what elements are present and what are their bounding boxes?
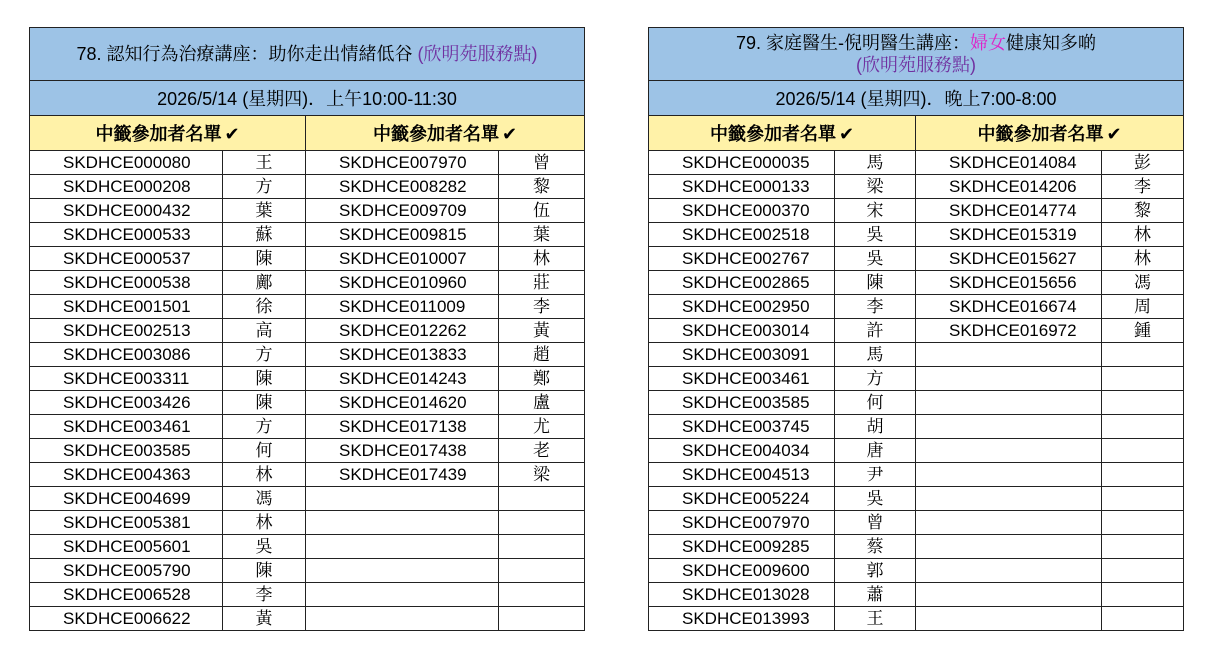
participant-surname: 吳 xyxy=(835,223,916,247)
table-row xyxy=(30,343,585,367)
participant-code: SKDHCE007970 xyxy=(306,151,499,175)
participant-surname: 何 xyxy=(223,439,306,463)
table-row xyxy=(649,247,1184,271)
participant-surname xyxy=(499,559,585,583)
participant-surname: 彭 xyxy=(1102,151,1184,175)
participant-code xyxy=(916,607,1102,631)
participant-surname: 胡 xyxy=(835,415,916,439)
participant-surname: 方 xyxy=(223,175,306,199)
participant-surname: 盧 xyxy=(499,391,585,415)
lecture-78-table xyxy=(29,27,585,631)
participant-code: SKDHCE016972 xyxy=(916,319,1102,343)
participant-surname: 黎 xyxy=(499,175,585,199)
participant-code: SKDHCE003461 xyxy=(30,415,223,439)
table-row xyxy=(30,607,585,631)
participant-code: SKDHCE017439 xyxy=(306,463,499,487)
participant-code: SKDHCE000537 xyxy=(30,247,223,271)
participant-code: SKDHCE004363 xyxy=(30,463,223,487)
participant-surname: 蘇 xyxy=(223,223,306,247)
table-row xyxy=(30,175,585,199)
participant-code: SKDHCE010007 xyxy=(306,247,499,271)
participant-surname: 梁 xyxy=(835,175,916,199)
participant-code: SKDHCE000432 xyxy=(30,199,223,223)
participant-code: SKDHCE009815 xyxy=(306,223,499,247)
participant-surname: 高 xyxy=(223,319,306,343)
participant-code xyxy=(916,367,1102,391)
participant-code: SKDHCE002865 xyxy=(649,271,835,295)
participant-code xyxy=(916,511,1102,535)
participant-surname: 李 xyxy=(223,583,306,607)
participant-surname: 林 xyxy=(223,511,306,535)
participant-surname: 唐 xyxy=(835,439,916,463)
participant-surname xyxy=(499,487,585,511)
participant-code xyxy=(916,343,1102,367)
table-row xyxy=(30,583,585,607)
participant-surname: 王 xyxy=(835,607,916,631)
participant-code: SKDHCE004699 xyxy=(30,487,223,511)
table-row xyxy=(649,367,1184,391)
lecture-78-participant-rows xyxy=(30,151,585,631)
participant-code: SKDHCE000533 xyxy=(30,223,223,247)
table-row xyxy=(30,487,585,511)
participant-surname: 馮 xyxy=(223,487,306,511)
participant-code: SKDHCE004034 xyxy=(649,439,835,463)
participant-code: SKDHCE016674 xyxy=(916,295,1102,319)
participant-code: SKDHCE005381 xyxy=(30,511,223,535)
table-row xyxy=(649,463,1184,487)
checkmark-icon: ✔ xyxy=(224,124,240,144)
participant-code: SKDHCE005224 xyxy=(649,487,835,511)
table-row xyxy=(30,391,585,415)
participant-surname: 黃 xyxy=(499,319,585,343)
participant-surname: 徐 xyxy=(223,295,306,319)
participant-code: SKDHCE003745 xyxy=(649,415,835,439)
participant-code: SKDHCE005790 xyxy=(30,559,223,583)
participant-surname xyxy=(1102,463,1184,487)
lecture-79-title xyxy=(649,28,1184,81)
participant-code: SKDHCE002513 xyxy=(30,319,223,343)
participant-code xyxy=(306,487,499,511)
participant-code: SKDHCE014620 xyxy=(306,391,499,415)
participant-code xyxy=(916,559,1102,583)
lecture-79-location: (欣明苑服務點) xyxy=(856,55,977,75)
table-row xyxy=(649,535,1184,559)
lecture-79-sheet xyxy=(648,27,1183,631)
participant-surname xyxy=(1102,535,1184,559)
lecture-78-location: (欣明苑服務點) xyxy=(417,44,538,64)
participant-code: SKDHCE004513 xyxy=(649,463,835,487)
participant-surname: 梁 xyxy=(499,463,585,487)
participant-code xyxy=(916,583,1102,607)
table-row xyxy=(30,247,585,271)
participant-surname: 老 xyxy=(499,439,585,463)
table-row xyxy=(649,343,1184,367)
table-row xyxy=(649,175,1184,199)
participant-code: SKDHCE003086 xyxy=(30,343,223,367)
lecture-78-col2-header xyxy=(306,116,585,151)
title-part: 79. 家庭醫生-倪明醫生講座： xyxy=(736,33,971,53)
participant-code: SKDHCE003585 xyxy=(30,439,223,463)
table-row xyxy=(30,199,585,223)
participant-surname: 吳 xyxy=(835,247,916,271)
participant-code: SKDHCE002518 xyxy=(649,223,835,247)
participant-surname xyxy=(1102,487,1184,511)
participant-code: SKDHCE007970 xyxy=(649,511,835,535)
table-row xyxy=(30,535,585,559)
participant-surname: 王 xyxy=(223,151,306,175)
table-row xyxy=(30,151,585,175)
participant-surname: 鍾 xyxy=(1102,319,1184,343)
table-row xyxy=(30,463,585,487)
table-row xyxy=(649,511,1184,535)
participant-surname xyxy=(499,583,585,607)
table-row xyxy=(649,439,1184,463)
participant-code xyxy=(916,415,1102,439)
participant-surname: 鄭 xyxy=(499,367,585,391)
participant-code: SKDHCE002767 xyxy=(649,247,835,271)
participant-code: SKDHCE013028 xyxy=(649,583,835,607)
table-row xyxy=(30,223,585,247)
checkmark-icon: ✔ xyxy=(1106,124,1122,144)
lecture-78-title-text: 78. 認知行為治療講座：助你走出情緒低谷 xyxy=(76,44,413,64)
participant-code xyxy=(306,559,499,583)
participant-surname: 黎 xyxy=(1102,199,1184,223)
participant-surname: 鄺 xyxy=(223,271,306,295)
lecture-79-title-text xyxy=(736,33,1096,53)
lecture-78-date: 2026/5/14 (星期四)．上午10:00-11:30 xyxy=(30,81,585,116)
participant-code xyxy=(306,511,499,535)
table-row xyxy=(649,415,1184,439)
participant-surname xyxy=(499,535,585,559)
participant-code: SKDHCE014774 xyxy=(916,199,1102,223)
participant-surname: 黃 xyxy=(223,607,306,631)
participant-surname xyxy=(1102,391,1184,415)
participant-code xyxy=(916,535,1102,559)
participant-code: SKDHCE010960 xyxy=(306,271,499,295)
header-label: 中籤參加者名單 xyxy=(95,124,222,144)
participant-surname: 林 xyxy=(223,463,306,487)
participant-surname: 尤 xyxy=(499,415,585,439)
participant-surname: 馬 xyxy=(835,343,916,367)
checkmark-icon: ✔ xyxy=(838,124,855,144)
participant-surname: 曾 xyxy=(835,511,916,535)
participant-surname: 許 xyxy=(835,319,916,343)
participant-code: SKDHCE003585 xyxy=(649,391,835,415)
participant-code: SKDHCE009600 xyxy=(649,559,835,583)
participant-code: SKDHCE000133 xyxy=(649,175,835,199)
participant-code: SKDHCE008282 xyxy=(306,175,499,199)
participant-code: SKDHCE013833 xyxy=(306,343,499,367)
participant-surname xyxy=(1102,439,1184,463)
participant-code: SKDHCE000538 xyxy=(30,271,223,295)
participant-code: SKDHCE000370 xyxy=(649,199,835,223)
participant-code: SKDHCE015656 xyxy=(916,271,1102,295)
participant-surname xyxy=(1102,367,1184,391)
participant-surname: 陳 xyxy=(223,367,306,391)
table-row xyxy=(649,295,1184,319)
participant-surname: 伍 xyxy=(499,199,585,223)
table-row xyxy=(649,223,1184,247)
participant-surname: 陳 xyxy=(835,271,916,295)
table-row xyxy=(30,415,585,439)
table-row xyxy=(649,583,1184,607)
participant-surname: 林 xyxy=(499,247,585,271)
participant-surname: 尹 xyxy=(835,463,916,487)
participant-code xyxy=(306,535,499,559)
participant-code: SKDHCE009709 xyxy=(306,199,499,223)
participant-code xyxy=(916,487,1102,511)
table-row xyxy=(30,319,585,343)
participant-code: SKDHCE013993 xyxy=(649,607,835,631)
lecture-79-col1-header xyxy=(649,116,916,151)
header-label: 中籤參加者名單 xyxy=(977,124,1104,144)
table-row xyxy=(649,151,1184,175)
participant-surname xyxy=(1102,559,1184,583)
participant-surname: 方 xyxy=(835,367,916,391)
participant-code: SKDHCE000080 xyxy=(30,151,223,175)
participant-surname: 方 xyxy=(223,343,306,367)
lecture-79-date: 2026/5/14 (星期四)．晚上7:00-8:00 xyxy=(649,81,1184,116)
participant-code: SKDHCE005601 xyxy=(30,535,223,559)
participant-code xyxy=(306,607,499,631)
participant-code xyxy=(916,439,1102,463)
participant-code: SKDHCE014084 xyxy=(916,151,1102,175)
participant-code: SKDHCE017138 xyxy=(306,415,499,439)
participant-surname: 蔡 xyxy=(835,535,916,559)
table-row xyxy=(649,199,1184,223)
table-row xyxy=(30,511,585,535)
participant-surname xyxy=(499,511,585,535)
participant-surname: 陳 xyxy=(223,247,306,271)
table-row xyxy=(649,319,1184,343)
participant-surname: 宋 xyxy=(835,199,916,223)
participant-code: SKDHCE014243 xyxy=(306,367,499,391)
participant-code xyxy=(916,463,1102,487)
participant-surname: 馮 xyxy=(1102,271,1184,295)
participant-code: SKDHCE002950 xyxy=(649,295,835,319)
participant-code: SKDHCE000208 xyxy=(30,175,223,199)
table-row xyxy=(30,271,585,295)
title-highlight: 婦女 xyxy=(970,33,1007,53)
participant-surname xyxy=(1102,343,1184,367)
participant-surname: 李 xyxy=(499,295,585,319)
participant-surname: 吳 xyxy=(223,535,306,559)
participant-code: SKDHCE003461 xyxy=(649,367,835,391)
participant-code: SKDHCE009285 xyxy=(649,535,835,559)
lecture-79-table xyxy=(648,27,1184,631)
participant-surname xyxy=(1102,415,1184,439)
participant-code: SKDHCE003014 xyxy=(649,319,835,343)
participant-surname: 李 xyxy=(1102,175,1184,199)
participant-code: SKDHCE003426 xyxy=(30,391,223,415)
participant-surname: 方 xyxy=(223,415,306,439)
participant-surname: 郭 xyxy=(835,559,916,583)
participant-surname: 吳 xyxy=(835,487,916,511)
participant-surname: 葉 xyxy=(499,223,585,247)
participant-code: SKDHCE006622 xyxy=(30,607,223,631)
participant-surname: 陳 xyxy=(223,391,306,415)
participant-surname xyxy=(1102,511,1184,535)
participant-code: SKDHCE003311 xyxy=(30,367,223,391)
participant-surname: 何 xyxy=(835,391,916,415)
table-row xyxy=(30,559,585,583)
participant-code: SKDHCE003091 xyxy=(649,343,835,367)
lecture-78-col1-header xyxy=(30,116,306,151)
participant-code xyxy=(306,583,499,607)
header-label: 中籤參加者名單 xyxy=(709,124,836,144)
participant-surname xyxy=(499,607,585,631)
participant-code: SKDHCE001501 xyxy=(30,295,223,319)
participant-surname: 蕭 xyxy=(835,583,916,607)
participant-surname: 李 xyxy=(835,295,916,319)
table-row xyxy=(30,439,585,463)
lecture-79-col2-header xyxy=(916,116,1184,151)
lecture-79-participant-rows xyxy=(649,151,1184,631)
lecture-78-title xyxy=(30,28,585,81)
participant-code: SKDHCE017438 xyxy=(306,439,499,463)
participant-code: SKDHCE006528 xyxy=(30,583,223,607)
participant-surname: 莊 xyxy=(499,271,585,295)
participant-code: SKDHCE000035 xyxy=(649,151,835,175)
participant-surname xyxy=(1102,583,1184,607)
participant-surname: 葉 xyxy=(223,199,306,223)
checkmark-icon: ✔ xyxy=(501,124,518,144)
participant-code: SKDHCE014206 xyxy=(916,175,1102,199)
participant-surname: 周 xyxy=(1102,295,1184,319)
table-row xyxy=(30,295,585,319)
participant-surname xyxy=(1102,607,1184,631)
table-row xyxy=(30,367,585,391)
participant-surname: 陳 xyxy=(223,559,306,583)
table-row xyxy=(649,607,1184,631)
table-row xyxy=(649,271,1184,295)
participant-surname: 曾 xyxy=(499,151,585,175)
lecture-78-sheet xyxy=(29,27,584,631)
title-part: 健康知多啲 xyxy=(1006,33,1097,53)
participant-surname: 馬 xyxy=(835,151,916,175)
participant-surname: 趙 xyxy=(499,343,585,367)
participant-code: SKDHCE015627 xyxy=(916,247,1102,271)
table-row xyxy=(649,487,1184,511)
header-label: 中籤參加者名單 xyxy=(372,124,499,144)
participant-code: SKDHCE015319 xyxy=(916,223,1102,247)
participant-code xyxy=(916,391,1102,415)
participant-code: SKDHCE012262 xyxy=(306,319,499,343)
participant-surname: 林 xyxy=(1102,223,1184,247)
table-row xyxy=(649,559,1184,583)
participant-code: SKDHCE011009 xyxy=(306,295,499,319)
table-row xyxy=(649,391,1184,415)
participant-surname: 林 xyxy=(1102,247,1184,271)
